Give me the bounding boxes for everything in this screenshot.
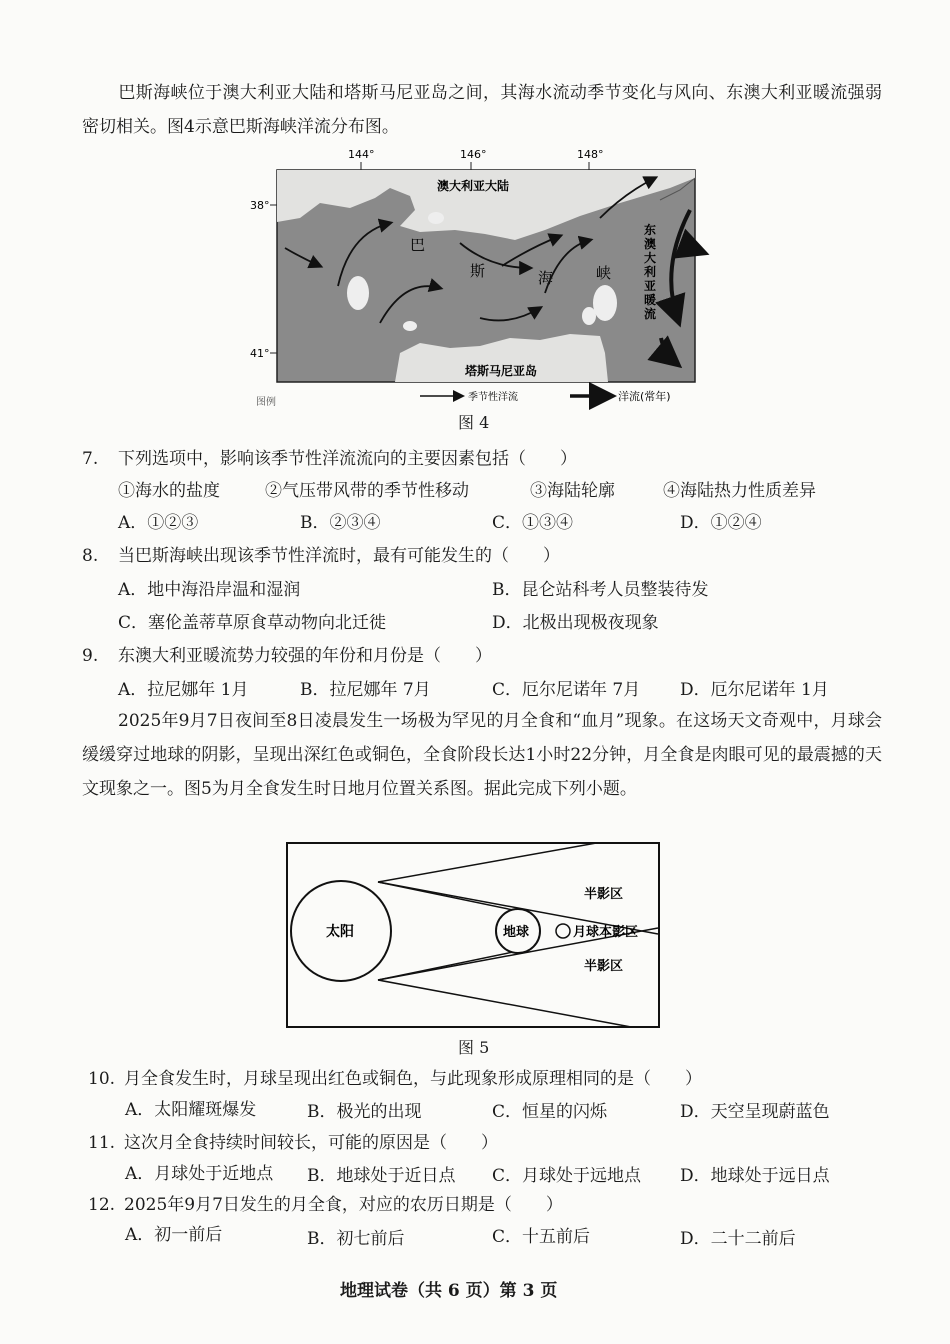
q7-option-a: A．①②③ xyxy=(118,513,199,533)
q10-option-d: D．天空呈现蔚蓝色 xyxy=(680,1102,830,1122)
svg-text:亚: 亚 xyxy=(644,279,657,293)
lon-label-146: 146° xyxy=(460,148,487,161)
svg-text:澳: 澳 xyxy=(644,237,657,251)
q10-option-b: B．极光的出现 xyxy=(307,1102,422,1122)
penumbra-bottom-label: 半影区 xyxy=(584,959,624,974)
q9-option-b: B．拉尼娜年 7月 xyxy=(300,680,431,700)
q8-option-d: D．北极出现极夜现象 xyxy=(492,613,659,633)
intro-paragraph-2 xyxy=(82,704,882,806)
flinders-island xyxy=(593,285,617,321)
q12-option-b: B．初七前后 xyxy=(307,1229,405,1249)
q12-option-c: C．十五前后 xyxy=(492,1227,591,1247)
q11-option-a: A．月球处于近地点 xyxy=(125,1164,274,1184)
intro-paragraph-2-text: 2025年9月7日夜间至8日凌晨发生一场极为罕见的月全食和“血月”现象。在这场天文奇观中，月球会缓缓穿过地球的阴影，呈现出深红色或铜色，全食阶段长达1小时22分钟，月全食是肉眼可见的最震撼的天文现象之一。图5为月全食发生时日地月位置关系图。据此完成下列小题。 xyxy=(82,711,882,799)
q9-option-c: C．厄尔尼诺年 7月 xyxy=(492,680,641,700)
umbra-label: 月球本影区 xyxy=(573,925,639,940)
question-11: 11. 这次月全食持续时间较长，可能的原因是（ ） xyxy=(88,1133,498,1153)
q11-option-c: C．月球处于远地点 xyxy=(492,1166,642,1186)
earth-label: 地球 xyxy=(503,925,530,940)
q7-option-b: B．②③④ xyxy=(300,513,381,533)
q9-option-d: D．厄尔尼诺年 1月 xyxy=(680,680,829,700)
q10-option-a: A．太阳耀斑爆发 xyxy=(125,1100,257,1120)
figure-5-caption: 图 5 xyxy=(458,1038,490,1057)
q12-option-d: D．二十二前后 xyxy=(680,1229,796,1249)
moon-circle xyxy=(556,924,570,938)
q8-option-b: B．昆仑站科考人员整装待发 xyxy=(492,580,709,600)
svg-text:利: 利 xyxy=(644,265,657,279)
lat-label-38: 38° xyxy=(250,199,270,212)
figure-4-map xyxy=(240,148,720,413)
q8-option-c: C．塞伦盖蒂草原食草动物向北迁徙 xyxy=(118,613,387,633)
figure-5-diagram xyxy=(286,842,660,1028)
strait-char-1: 巴 xyxy=(410,236,426,254)
legend-perennial: 洋流(常年) xyxy=(618,390,671,403)
q7-item-2: ②气压带风带的季节性移动 xyxy=(265,481,469,501)
legend-seasonal: 季节性洋流 xyxy=(468,392,518,403)
q12-option-a: A．初一前后 xyxy=(125,1225,223,1245)
phillip-island xyxy=(428,212,444,224)
page-footer: 地理试卷（共 6 页）第 3 页 xyxy=(340,1281,558,1301)
svg-text:大: 大 xyxy=(644,251,657,265)
q7-option-c: C．①③④ xyxy=(492,513,574,533)
q7-option-d: D．①②④ xyxy=(680,513,762,533)
svg-text:东: 东 xyxy=(644,223,657,237)
tasmania-label: 塔斯马尼亚岛 xyxy=(465,364,538,378)
figure-4-caption: 图 4 xyxy=(458,413,490,432)
king-island xyxy=(347,276,369,310)
question-9: 9. 东澳大利亚暖流势力较强的年份和月份是（ ） xyxy=(82,646,492,666)
lat-label-41: 41° xyxy=(250,347,270,360)
east-australian-current-label xyxy=(643,222,656,321)
q7-item-4: ④海陆热力性质差异 xyxy=(663,481,816,501)
q7-item-3: ③海陆轮廓 xyxy=(530,481,615,501)
intro-paragraph-1 xyxy=(82,76,882,144)
q8-option-a: A．地中海沿岸温和湿润 xyxy=(118,580,301,600)
q9-option-a: A．拉尼娜年 1月 xyxy=(118,680,249,700)
mainland-label: 澳大利亚大陆 xyxy=(437,179,510,193)
question-7: 7. 下列选项中，影响该季节性洋流流向的主要因素包括（ ） xyxy=(82,449,577,469)
question-8: 8. 当巴斯海峡出现该季节性洋流时，最有可能发生的（ ） xyxy=(82,546,560,566)
question-12: 12. 2025年9月7日发生的月全食，对应的农历日期是（ ） xyxy=(88,1195,563,1215)
lon-label-148: 148° xyxy=(577,148,604,161)
lon-label-144: 144° xyxy=(348,148,375,161)
strait-char-2: 斯 xyxy=(470,262,486,280)
question-10: 10. 月全食发生时，月球呈现出红色或铜色，与此现象形成原理相同的是（ ） xyxy=(88,1069,702,1089)
legend-title: 图例 xyxy=(256,397,276,408)
q11-option-d: D．地球处于远日点 xyxy=(680,1166,830,1186)
penumbra-top-label: 半影区 xyxy=(584,887,624,902)
sun-label: 太阳 xyxy=(326,924,354,940)
q11-option-b: B．地球处于近日点 xyxy=(307,1166,456,1186)
strait-char-4: 峡 xyxy=(596,264,612,282)
intro-paragraph-1-text: 巴斯海峡位于澳大利亚大陆和塔斯马尼亚岛之间，其海水流动季节变化与风向、东澳大利亚暖流强弱密切相关。图4示意巴斯海峡洋流分布图。 xyxy=(82,83,882,137)
svg-text:暖: 暖 xyxy=(644,293,657,307)
q7-item-1: ①海水的盐度 xyxy=(118,481,220,501)
svg-text:流: 流 xyxy=(644,307,657,321)
q10-option-c: C．恒星的闪烁 xyxy=(492,1102,608,1122)
strait-char-3: 海 xyxy=(538,269,554,287)
